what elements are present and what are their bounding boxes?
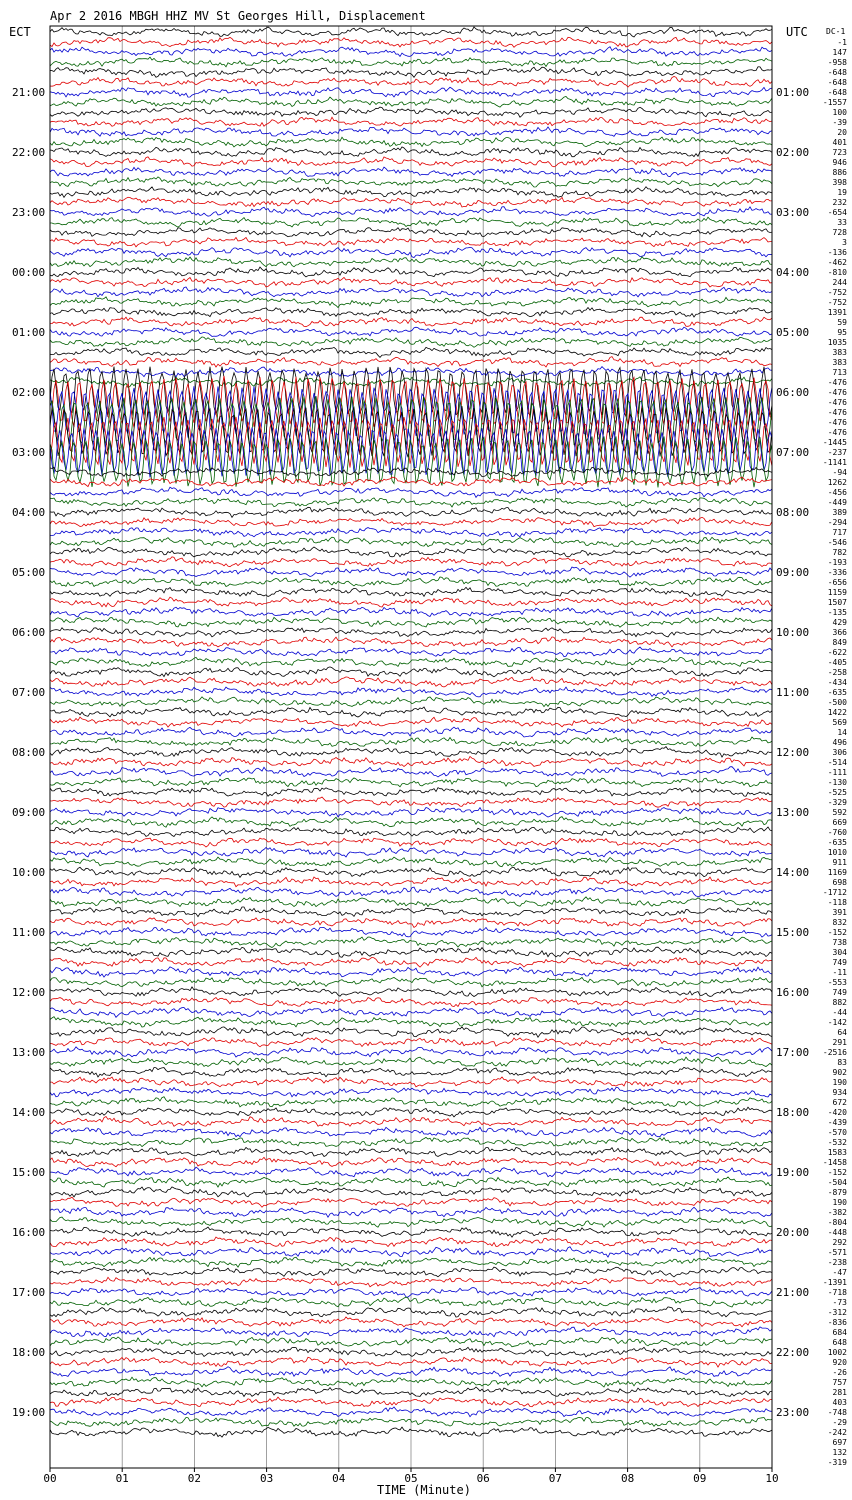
trace-offset-label: 429 bbox=[832, 618, 847, 627]
right-hour-label: 23:00 bbox=[776, 1406, 810, 1419]
trace-offset-label: 882 bbox=[832, 998, 847, 1007]
trace-offset-label: 757 bbox=[832, 1378, 847, 1387]
x-tick-label-07: 07 bbox=[548, 1472, 563, 1485]
trace-offset-label: 1262 bbox=[827, 478, 847, 487]
trace-offset-label: 304 bbox=[832, 948, 847, 957]
left-hour-label: 21:00 bbox=[12, 86, 46, 99]
x-tick-label-08: 08 bbox=[620, 1472, 635, 1485]
x-tick-label-04: 04 bbox=[332, 1472, 346, 1485]
left-hour-label: 19:00 bbox=[12, 1406, 46, 1419]
left-hour-label: 22:00 bbox=[12, 146, 46, 159]
trace-offset-label: -500 bbox=[827, 698, 847, 707]
trace-offset-label: -810 bbox=[827, 268, 847, 277]
trace-offset-label: -47 bbox=[832, 1268, 847, 1277]
right-hour-label: 20:00 bbox=[776, 1226, 810, 1239]
right-hour-label: 06:00 bbox=[776, 386, 810, 399]
trace-offset-label: 100 bbox=[832, 108, 847, 117]
trace-offset-label: 1422 bbox=[827, 708, 847, 717]
x-tick-label-02: 02 bbox=[187, 1472, 202, 1485]
x-tick-label-00: 00 bbox=[43, 1472, 57, 1485]
trace-offset-label: -136 bbox=[827, 248, 847, 257]
trace-offset-label: -570 bbox=[827, 1128, 847, 1137]
x-tick-label-01: 01 bbox=[115, 1472, 129, 1485]
left-hour-label: 12:00 bbox=[12, 986, 46, 999]
trace-offset-label: 723 bbox=[832, 148, 847, 157]
trace-offset-label: 190 bbox=[832, 1078, 847, 1087]
trace-offset-label: 749 bbox=[832, 988, 847, 997]
trace-offset-label: -532 bbox=[827, 1138, 847, 1147]
trace-offset-label: -1391 bbox=[822, 1278, 847, 1287]
trace-offset-label: 59 bbox=[837, 318, 847, 327]
trace-offset-label: 684 bbox=[832, 1328, 847, 1337]
right-hour-label: 21:00 bbox=[776, 1286, 810, 1299]
trace-offset-label: -1712 bbox=[822, 888, 847, 897]
chart-title: Apr 2 2016 MBGH HHZ MV St Georges Hill, Displacement bbox=[50, 9, 426, 23]
trace-offset-label: -73 bbox=[832, 1298, 847, 1307]
trace-offset-label: 496 bbox=[832, 738, 847, 747]
trace-offset-label: 1159 bbox=[827, 588, 847, 597]
trace-offset-label: -118 bbox=[827, 898, 847, 907]
trace-offset-label: -476 bbox=[827, 398, 847, 407]
trace-offset-label: 291 bbox=[832, 1038, 847, 1047]
trace-offset-label: -476 bbox=[827, 378, 847, 387]
trace-offset-label: -448 bbox=[827, 1228, 847, 1237]
trace-offset-label: 697 bbox=[832, 1438, 847, 1447]
trace-offset-label: -1557 bbox=[822, 98, 847, 107]
right-hour-label: 02:00 bbox=[776, 146, 810, 159]
trace-offset-label: -294 bbox=[827, 518, 847, 527]
right-hour-label: 10:00 bbox=[776, 626, 810, 639]
trace-offset-label: 3 bbox=[842, 238, 847, 247]
trace-offset-label: -456 bbox=[827, 488, 847, 497]
trace-offset-label: -635 bbox=[827, 838, 847, 847]
trace-offset-label: 132 bbox=[832, 1448, 847, 1457]
trace-offset-label: -1141 bbox=[822, 458, 847, 467]
trace-offset-label: -258 bbox=[827, 668, 847, 677]
trace-offset-label: -958 bbox=[827, 58, 847, 67]
right-hour-label: 17:00 bbox=[776, 1046, 810, 1059]
trace-offset-label: -439 bbox=[827, 1118, 847, 1127]
trace-offset-label: -571 bbox=[827, 1248, 847, 1257]
right-hour-label: 22:00 bbox=[776, 1346, 810, 1359]
left-hour-label: 23:00 bbox=[12, 206, 46, 219]
trace-offset-label: -420 bbox=[827, 1108, 847, 1117]
right-hour-label: 07:00 bbox=[776, 446, 810, 459]
trace-offset-label: 14 bbox=[837, 728, 847, 737]
trace-offset-label: -39 bbox=[832, 118, 847, 127]
left-hour-label: 00:00 bbox=[12, 266, 46, 279]
trace-offset-label: 19 bbox=[837, 188, 847, 197]
trace-offset-label: -434 bbox=[827, 678, 847, 687]
trace-offset-label: 1010 bbox=[827, 848, 847, 857]
right-hour-label: 11:00 bbox=[776, 686, 810, 699]
right-hour-label: 15:00 bbox=[776, 926, 810, 939]
x-tick-label-10: 10 bbox=[765, 1472, 779, 1485]
left-hour-label: 01:00 bbox=[12, 326, 46, 339]
left-hour-label: 04:00 bbox=[12, 506, 46, 519]
left-hour-label: 13:00 bbox=[12, 1046, 46, 1059]
trace-offset-label: 1169 bbox=[827, 868, 847, 877]
trace-offset-label: 1002 bbox=[827, 1348, 847, 1357]
trace-offset-label: -476 bbox=[827, 418, 847, 427]
right-timezone-label: UTC bbox=[786, 25, 808, 39]
left-hour-label: 07:00 bbox=[12, 686, 46, 699]
trace-offset-label: 911 bbox=[832, 858, 847, 867]
trace-offset-label: 592 bbox=[832, 808, 847, 817]
left-timezone-label: ECT bbox=[9, 25, 31, 39]
right-hour-label: 18:00 bbox=[776, 1106, 810, 1119]
trace-offset-label: 306 bbox=[832, 748, 847, 757]
x-tick-label-05: 05 bbox=[404, 1472, 418, 1485]
trace-offset-label: 391 bbox=[832, 908, 847, 917]
trace-offset-label: 292 bbox=[832, 1238, 847, 1247]
offset-header: DC-1 bbox=[826, 27, 846, 36]
trace-offset-label: -879 bbox=[827, 1188, 847, 1197]
left-hour-label: 08:00 bbox=[12, 746, 46, 759]
trace-offset-label: 366 bbox=[832, 628, 847, 637]
trace-offset-label: -44 bbox=[832, 1008, 847, 1017]
trace-offset-label: 383 bbox=[832, 358, 847, 367]
trace-offset-label: 738 bbox=[832, 938, 847, 947]
right-hour-label: 14:00 bbox=[776, 866, 810, 879]
trace-offset-label: 569 bbox=[832, 718, 847, 727]
trace-offset-label: 886 bbox=[832, 168, 847, 177]
right-hour-label: 09:00 bbox=[776, 566, 810, 579]
left-hour-label: 03:00 bbox=[12, 446, 46, 459]
left-hour-label: 06:00 bbox=[12, 626, 46, 639]
trace-offset-label: 934 bbox=[832, 1088, 847, 1097]
trace-offset-label: 902 bbox=[832, 1068, 847, 1077]
trace-offset-label: -193 bbox=[827, 558, 847, 567]
trace-offset-label: -622 bbox=[827, 648, 847, 657]
trace-offset-label: -238 bbox=[827, 1258, 847, 1267]
right-hour-label: 19:00 bbox=[776, 1166, 810, 1179]
trace-offset-label: -449 bbox=[827, 498, 847, 507]
trace-offset-label: -329 bbox=[827, 798, 847, 807]
right-hour-label: 16:00 bbox=[776, 986, 810, 999]
trace-offset-label: 749 bbox=[832, 958, 847, 967]
trace-offset-label: -546 bbox=[827, 538, 847, 547]
trace-offset-label: 33 bbox=[837, 218, 847, 227]
trace-offset-label: 83 bbox=[837, 1058, 847, 1067]
x-tick-label-03: 03 bbox=[259, 1472, 274, 1485]
trace-offset-label: -2516 bbox=[822, 1048, 847, 1057]
trace-offset-label: 669 bbox=[832, 818, 847, 827]
left-hour-label: 15:00 bbox=[12, 1166, 46, 1179]
right-hour-label: 04:00 bbox=[776, 266, 810, 279]
trace-offset-label: -476 bbox=[827, 408, 847, 417]
trace-offset-label: 281 bbox=[832, 1388, 847, 1397]
trace-offset-label: -525 bbox=[827, 788, 847, 797]
trace-offset-label: 190 bbox=[832, 1198, 847, 1207]
trace-offset-label: -804 bbox=[827, 1218, 847, 1227]
x-tick-label-09: 09 bbox=[693, 1472, 707, 1485]
trace-offset-label: -1445 bbox=[822, 438, 847, 447]
trace-offset-label: -237 bbox=[827, 448, 847, 457]
trace-offset-label: -504 bbox=[827, 1178, 847, 1187]
trace-offset-label: -382 bbox=[827, 1208, 847, 1217]
trace-offset-label: 1391 bbox=[827, 308, 847, 317]
trace-offset-label: -654 bbox=[827, 208, 847, 217]
trace-offset-label: 946 bbox=[832, 158, 847, 167]
trace-offset-label: 713 bbox=[832, 368, 847, 377]
trace-offset-label: -152 bbox=[827, 928, 847, 937]
trace-offset-label: 383 bbox=[832, 348, 847, 357]
trace-offset-label: -1458 bbox=[822, 1158, 847, 1167]
trace-offset-label: -152 bbox=[827, 1168, 847, 1177]
left-hour-label: 09:00 bbox=[12, 806, 46, 819]
trace-offset-label: -656 bbox=[827, 578, 847, 587]
trace-offset-label: 232 bbox=[832, 198, 847, 207]
trace-offset-label: -26 bbox=[832, 1368, 847, 1377]
trace-offset-label: 398 bbox=[832, 178, 847, 187]
trace-offset-label: 920 bbox=[832, 1358, 847, 1367]
trace-offset-label: 648 bbox=[832, 1338, 847, 1347]
trace-offset-label: -648 bbox=[827, 68, 847, 77]
trace-offset-label: -11 bbox=[832, 968, 847, 977]
right-hour-label: 01:00 bbox=[776, 86, 810, 99]
right-hour-label: 12:00 bbox=[776, 746, 810, 759]
trace-offset-label: 244 bbox=[832, 278, 847, 287]
trace-offset-label: -514 bbox=[827, 758, 847, 767]
trace-offset-label: -405 bbox=[827, 658, 847, 667]
trace-offset-label: -1 bbox=[837, 38, 847, 47]
trace-offset-label: 728 bbox=[832, 228, 847, 237]
trace-offset-label: 401 bbox=[832, 138, 847, 147]
x-axis-label: TIME (Minute) bbox=[377, 1483, 471, 1497]
trace-offset-label: -752 bbox=[827, 298, 847, 307]
trace-offset-label: 1035 bbox=[827, 338, 847, 347]
trace-offset-label: -29 bbox=[832, 1418, 847, 1427]
trace-offset-label: -748 bbox=[827, 1408, 847, 1417]
left-hour-label: 14:00 bbox=[12, 1106, 46, 1119]
left-hour-label: 02:00 bbox=[12, 386, 46, 399]
trace-offset-label: 403 bbox=[832, 1398, 847, 1407]
trace-offset-label: -553 bbox=[827, 978, 847, 987]
trace-offset-label: 849 bbox=[832, 638, 847, 647]
trace-offset-label: 1507 bbox=[827, 598, 847, 607]
left-hour-label: 17:00 bbox=[12, 1286, 46, 1299]
right-hour-label: 03:00 bbox=[776, 206, 810, 219]
left-hour-label: 10:00 bbox=[12, 866, 46, 879]
trace-offset-label: -760 bbox=[827, 828, 847, 837]
trace-offset-label: -648 bbox=[827, 88, 847, 97]
trace-offset-label: -135 bbox=[827, 608, 847, 617]
trace-offset-label: 672 bbox=[832, 1098, 847, 1107]
trace-offset-label: 64 bbox=[837, 1028, 847, 1037]
trace-offset-label: -836 bbox=[827, 1318, 847, 1327]
trace-offset-label: 1583 bbox=[827, 1148, 847, 1157]
trace-offset-label: 147 bbox=[832, 48, 847, 57]
trace-offset-label: -94 bbox=[832, 468, 847, 477]
left-hour-label: 18:00 bbox=[12, 1346, 46, 1359]
trace-offset-label: 782 bbox=[832, 548, 847, 557]
trace-offset-label: -336 bbox=[827, 568, 847, 577]
left-hour-label: 11:00 bbox=[12, 926, 46, 939]
trace-offset-label: 95 bbox=[837, 328, 847, 337]
left-hour-label: 16:00 bbox=[12, 1226, 46, 1239]
trace-offset-label: -462 bbox=[827, 258, 847, 267]
trace-offset-label: -476 bbox=[827, 428, 847, 437]
trace-offset-label: 20 bbox=[837, 128, 847, 137]
left-hour-label: 05:00 bbox=[12, 566, 46, 579]
trace-offset-label: -476 bbox=[827, 388, 847, 397]
trace-offset-label: -635 bbox=[827, 688, 847, 697]
trace-offset-label: -319 bbox=[827, 1458, 847, 1467]
trace-offset-label: 389 bbox=[832, 508, 847, 517]
trace-offset-label: -718 bbox=[827, 1288, 847, 1297]
trace-offset-label: -130 bbox=[827, 778, 847, 787]
right-hour-label: 13:00 bbox=[776, 806, 810, 819]
trace-offset-label: 832 bbox=[832, 918, 847, 927]
trace-offset-label: -142 bbox=[827, 1018, 847, 1027]
x-tick-label-06: 06 bbox=[476, 1472, 490, 1485]
trace-offset-label: -648 bbox=[827, 78, 847, 87]
right-hour-label: 08:00 bbox=[776, 506, 810, 519]
right-hour-label: 05:00 bbox=[776, 326, 810, 339]
trace-offset-label: -111 bbox=[827, 768, 847, 777]
trace-offset-label: 717 bbox=[832, 528, 847, 537]
trace-offset-label: -752 bbox=[827, 288, 847, 297]
trace-offset-label: -242 bbox=[827, 1428, 847, 1437]
trace-offset-label: -312 bbox=[827, 1308, 847, 1317]
trace-offset-label: 698 bbox=[832, 878, 847, 887]
